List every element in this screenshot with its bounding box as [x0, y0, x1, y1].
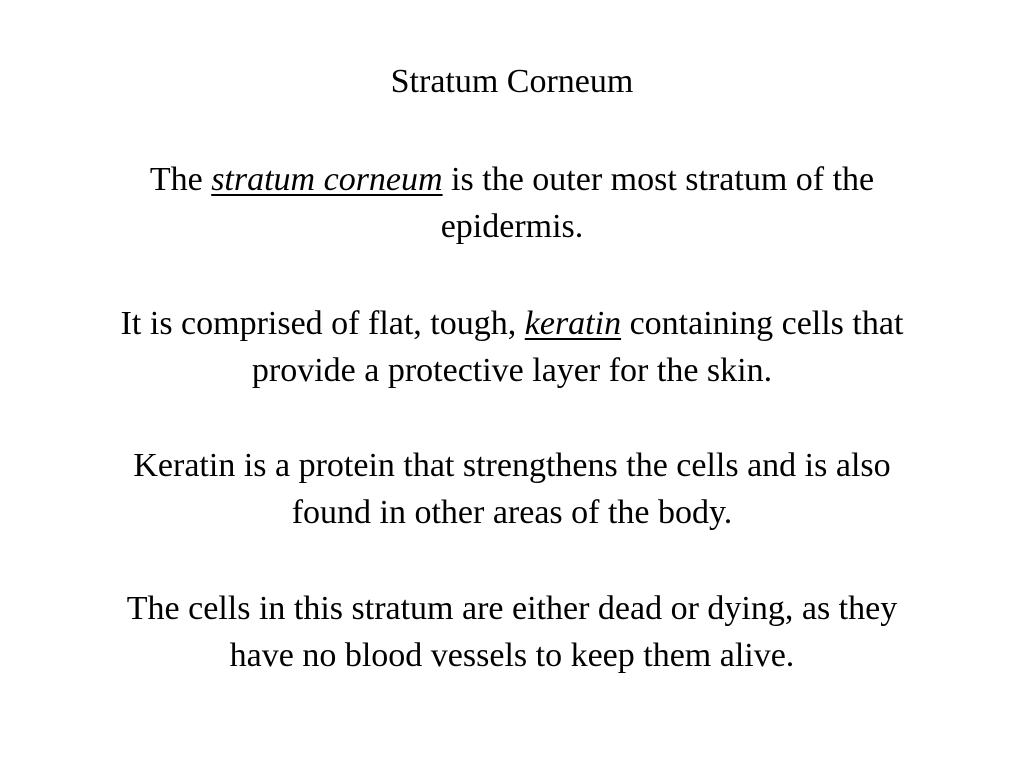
- term-stratum-corneum: stratum corneum: [211, 161, 443, 198]
- paragraph-cells: The cells in this stratum are either dead or dying, as they have no blood vessels to keep them alive.: [126, 590, 898, 674]
- term-keratin: keratin: [524, 305, 622, 342]
- paragraph-composition: [100, 300, 924, 394]
- paragraph-definition-pre: The: [149, 161, 212, 198]
- paragraph-definition: [100, 156, 924, 250]
- slide-title: Stratum Corneum: [390, 63, 634, 100]
- paragraph-keratin: Keratin is a protein that strengthens the cells and is also found in other areas of the body.: [133, 447, 891, 531]
- paragraph-composition-post: containing cells that provide a protective layer for the skin.: [251, 305, 904, 389]
- paragraph-definition-post: is the outer most stratum of the epidermis.: [440, 161, 875, 245]
- paragraph-composition-pre: It is comprised of flat, tough,: [120, 305, 525, 342]
